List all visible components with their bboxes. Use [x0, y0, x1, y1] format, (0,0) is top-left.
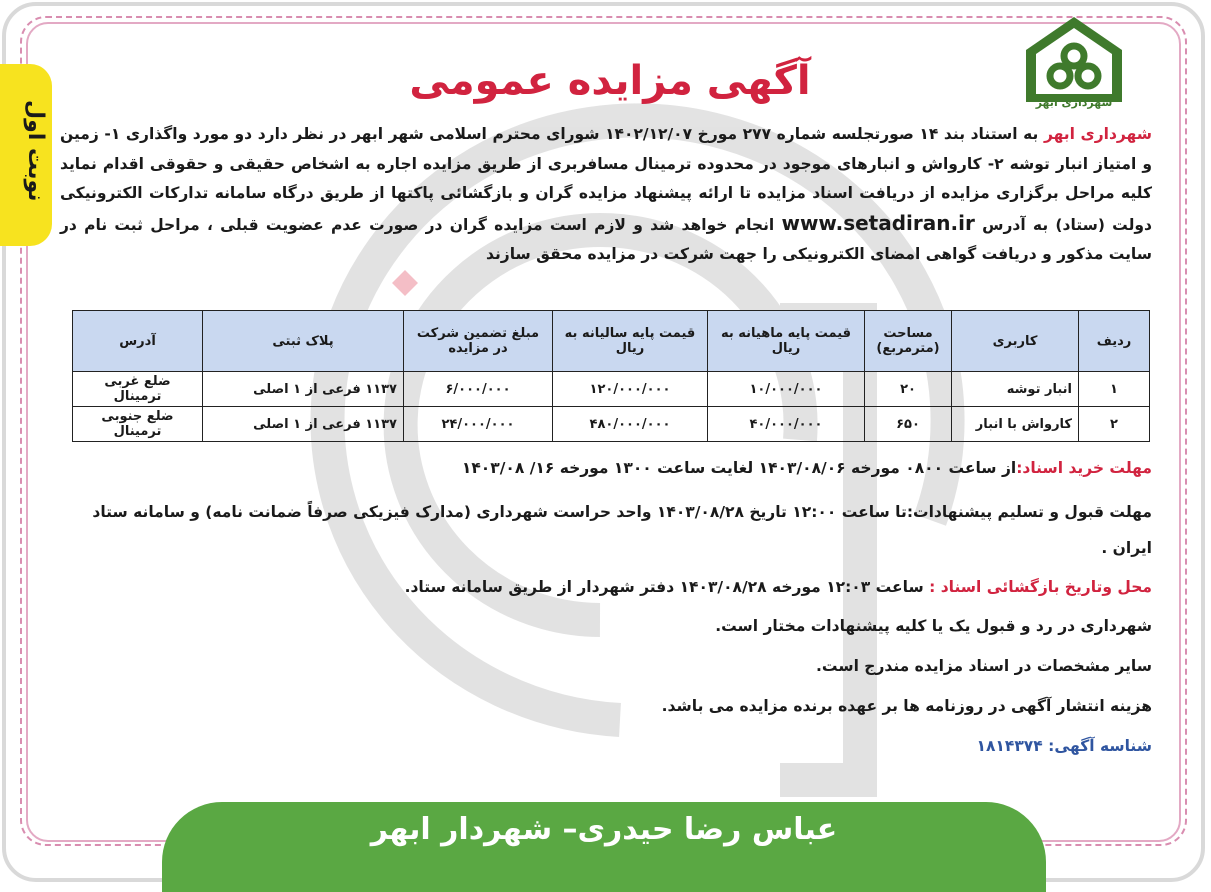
cell-usage: انبار توشه: [952, 372, 1079, 407]
col-header-annual-price: قیمت پایه سالیانه به ریال: [553, 311, 708, 372]
note-rejection-right: شهرداری در رد و قبول یک یا کلیه پیشنهادات مختار است.: [715, 617, 1152, 635]
opening-info: [60, 573, 1152, 601]
intro-text: به استناد بند ۱۴ صورتجلسه شماره ۲۷۷ مورخ ۱۴۰۲/۱۲/۰۷ شورای محترم اسلامی شهر ابهر در نظر دارد دو مورد واگذاری ۱- زمین و امتیاز انبار توشه ۲- کارواش و انبارهای موجود در محدوده ترمینال مسافربری از طریق مزایده اجاره به اشخاص حقیقی و حقوقی اقدام نماید کلیه مراحل برگزاری مزایده از دریافت اسناد مزایده تا ارائه پیشنهاد مزایده گران و بازگشائی پاکتها از طریق درگاه سامانه تدارکات الکترونیکی دولت (ستاد) به آدرس: [60, 125, 1152, 234]
intro-lead: شهرداری ابهر: [1043, 125, 1153, 143]
page-title: آگهی مزایده عمومی: [409, 58, 811, 104]
purchase-deadline-text: از ساعت ۰۸۰۰ مورخه ۱۴۰۳/۰۸/۰۶ لغایت ساعت ۱۳۰۰ مورخه ۱۶/ ۱۴۰۳/۰۸: [461, 459, 1017, 477]
cell-registration-plate: ۱۱۳۷ فرعی از ۱ اصلی: [203, 372, 404, 407]
cell-guarantee: ۶/۰۰۰/۰۰۰: [404, 372, 553, 407]
table-row: [73, 372, 1150, 407]
cell-row-number: ۲: [1079, 407, 1150, 442]
note-publication-cost: هزینه انتشار آگهی در روزنامه ها بر عهده برنده مزایده می باشد.: [661, 697, 1152, 715]
intro-paragraph: [60, 120, 1152, 270]
purchase-deadline-label: مهلت خرید اسناد:: [1016, 459, 1152, 477]
cell-area: ۲۰: [865, 372, 952, 407]
cell-address: ضلع جنوبی ترمینال: [73, 407, 203, 442]
col-header-address: آدرس: [73, 311, 203, 372]
cell-guarantee: ۲۴/۰۰۰/۰۰۰: [404, 407, 553, 442]
cell-monthly-price: ۴۰/۰۰۰/۰۰۰: [708, 407, 865, 442]
intro-tail: انجام خواهد شد و لازم است مزایده گران در صورت عدم عضویت قبلی ، مراحل ثبت نام در سایت مذکور و دریافت گواهی امضای الکترونیکی را جهت شرکت در مزایده محقق سازند: [60, 215, 1152, 263]
auction-table: [72, 310, 1150, 442]
purchase-deadline: [60, 454, 1152, 482]
cell-monthly-price: ۱۰/۰۰۰/۰۰۰: [708, 372, 865, 407]
cell-annual-price: ۱۲۰/۰۰۰/۰۰۰: [553, 372, 708, 407]
opening-label: محل وتاریخ بازگشائی اسناد :: [929, 578, 1152, 596]
submission-deadline: مهلت قبول و تسلیم پیشنهادات:تا ساعت ۱۲:۰۰ تاریخ ۱۴۰۳/۰۸/۲۸ واحد حراست شهرداری (مدارک فیزیکی صرفاً ضمانت نامه) و سامانه ستاد ایران .: [92, 503, 1152, 557]
cell-usage: کارواش با انبار: [952, 407, 1079, 442]
note-specifications: سایر مشخصات در اسناد مزایده مندرج است.: [816, 657, 1152, 675]
cell-registration-plate: ۱۱۳۷ فرعی از ۱ اصلی: [203, 407, 404, 442]
cell-area: ۶۵۰: [865, 407, 952, 442]
cell-address: ضلع غربی ترمینال: [73, 372, 203, 407]
ad-id-value: ۱۸۱۴۳۷۴: [976, 737, 1043, 755]
col-header-guarantee: مبلغ تضمین شرکت در مزایده: [404, 311, 553, 372]
col-header-registration-plate: پلاک ثبتی: [203, 311, 404, 372]
col-header-usage: کاربری: [952, 311, 1079, 372]
edition-tab-label: نوبت اول: [23, 100, 48, 202]
table-header-row: [73, 311, 1150, 372]
cell-annual-price: ۴۸۰/۰۰۰/۰۰۰: [553, 407, 708, 442]
col-header-monthly-price: قیمت پایه ماهیانه به ریال: [708, 311, 865, 372]
footer-signature: عباس رضا حیدری– شهردار ابهر: [370, 812, 838, 847]
cell-row-number: ۱: [1079, 372, 1150, 407]
logo-caption: شهرداری ابهر: [1035, 96, 1113, 109]
setadiran-url: www.setadiran.ir: [781, 210, 975, 235]
table-row: [73, 407, 1150, 442]
col-header-row-number: ردیف: [1079, 311, 1150, 372]
opening-text: ساعت ۱۲:۰۳ مورخه ۱۴۰۳/۰۸/۲۸ دفتر شهردار از طریق سامانه ستاد.: [404, 578, 930, 596]
col-header-area: مساحت (مترمربع): [865, 311, 952, 372]
ad-id-label: شناسه آگهی:: [1048, 737, 1152, 755]
ad-id: [60, 732, 1152, 760]
